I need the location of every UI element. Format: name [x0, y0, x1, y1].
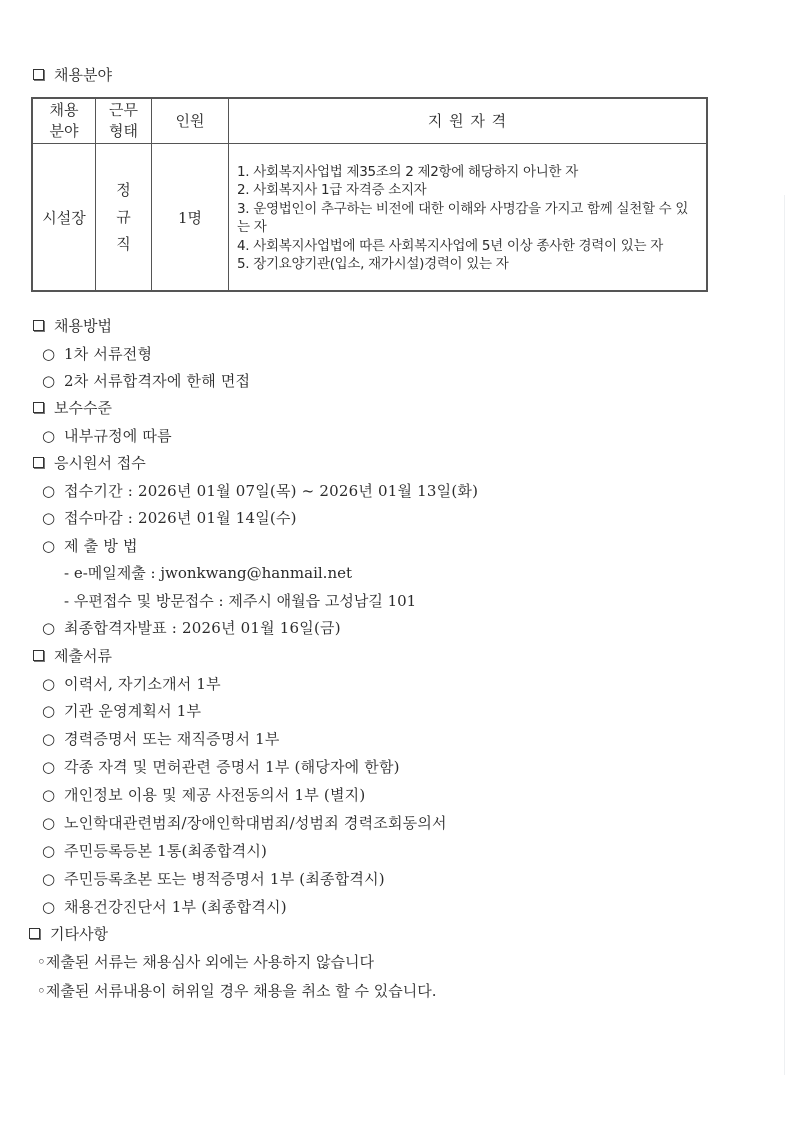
header-work-type [96, 98, 152, 144]
header-text: 채용 [49, 101, 79, 119]
item-text: 주민등록등본 1통(최종합격시) [64, 842, 268, 860]
header-field [32, 98, 96, 144]
circle-bullet-icon: ○ [42, 786, 56, 804]
work-type-char: 규 [116, 207, 131, 226]
table-row [32, 144, 707, 292]
section-title: 채용분야 [54, 66, 112, 84]
circle-bullet-icon: ○ [42, 814, 56, 832]
application-period [42, 481, 478, 501]
item-text: 2차 서류합격자에 한해 면접 [64, 372, 251, 390]
list-item [42, 674, 221, 694]
qualification-item: 5. 장기요양기관(입소, 재가시설)경력이 있는 자 [237, 256, 509, 272]
checkbox-square-icon [33, 457, 44, 468]
header-headcount: 인원 [152, 98, 229, 144]
circle-bullet-icon: ○ [42, 730, 56, 748]
circle-bullet-icon: ○ [42, 345, 56, 363]
item-text: 노인학대관련범죄/장애인학대범죄/성범죄 경력조회동의서 [64, 814, 447, 832]
header-text: 분야 [49, 122, 79, 140]
list-item [42, 701, 201, 721]
checkbox-square-icon [33, 320, 44, 331]
section-heading-field [33, 65, 112, 85]
section-title: 제출서류 [54, 647, 112, 665]
qualification-item: 2. 사회복지사 1급 자격증 소지자 [237, 182, 427, 198]
list-item [42, 897, 287, 917]
list-item [42, 426, 172, 446]
application-deadline [42, 508, 297, 528]
recruitment-field-table [31, 97, 708, 292]
circle-bullet-icon: ○ [42, 427, 56, 445]
item-text: 주민등록초본 또는 병적증명서 1부 (최종합격시) [64, 870, 385, 888]
list-item [42, 841, 267, 861]
item-text: 개인정보 이용 및 제공 사전동의서 1부 (별지) [64, 786, 366, 804]
circle-bullet-icon: ○ [42, 482, 56, 500]
item-text: 접수마감 : 2026년 01월 14일(수) [64, 509, 297, 527]
final-announcement [42, 618, 341, 638]
post-submission: - 우편접수 및 방문접수 : 제주시 애월읍 고성남길 101 [64, 592, 417, 610]
circle-bullet-icon: ○ [42, 702, 56, 720]
etc-note: ◦제출된 서류는 채용심사 외에는 사용하지 않습니다 [37, 953, 374, 971]
item-text: 각종 자격 및 면허관련 증명서 1부 (해당자에 한함) [64, 758, 400, 776]
item-text: 내부규정에 따름 [64, 427, 172, 445]
cell-field: 시설장 [32, 144, 96, 292]
circle-bullet-icon: ○ [42, 898, 56, 916]
section-heading-etc [29, 924, 108, 944]
qualification-item: 4. 사회복지사업법에 따른 사회복지사업에 5년 이상 종사한 경력이 있는 자 [237, 237, 663, 254]
qualification-item: 1. 사회복지사업법 제35조의 2 제2항에 해당하지 아니한 자 [237, 163, 578, 180]
item-text: 최종합격자발표 : 2026년 01월 16일(금) [64, 619, 341, 637]
work-type-char: 직 [116, 234, 131, 253]
section-heading-documents [33, 646, 112, 666]
checkbox-square-icon [33, 402, 44, 413]
section-heading-application [33, 453, 146, 473]
cell-qualifications [229, 144, 708, 292]
etc-note: ◦제출된 서류내용이 허위일 경우 채용을 취소 할 수 있습니다. [37, 982, 437, 1000]
list-item [42, 785, 365, 805]
section-title: 응시원서 접수 [54, 454, 146, 472]
circle-bullet-icon: ○ [42, 509, 56, 527]
cell-headcount: 1명 [152, 144, 229, 292]
header-qualifications: 지 원 자 격 [229, 98, 708, 144]
section-heading-salary [33, 398, 112, 418]
circle-bullet-icon: ○ [42, 758, 56, 776]
circle-bullet-icon: ○ [42, 842, 56, 860]
header-text: 근무 [109, 101, 138, 119]
circle-bullet-icon: ○ [42, 619, 56, 637]
item-text: 기관 운영계획서 1부 [64, 702, 202, 720]
list-item [42, 813, 447, 833]
header-text: 형태 [109, 122, 138, 140]
circle-bullet-icon: ○ [42, 537, 56, 555]
table-header-row [32, 98, 707, 144]
section-heading-method [33, 316, 112, 336]
section-title: 채용방법 [54, 317, 112, 335]
circle-bullet-icon: ○ [42, 372, 56, 390]
item-text: 접수기간 : 2026년 01월 07일(목) ~ 2026년 01월 13일(화) [64, 482, 479, 500]
item-text: 경력증명서 또는 재직증명서 1부 [64, 730, 280, 748]
checkbox-square-icon [33, 650, 44, 661]
work-type-char: 정 [116, 180, 131, 199]
checkbox-square-icon [33, 69, 44, 80]
item-text: 채용건강진단서 1부 (최종합격시) [64, 898, 287, 916]
qualification-item: 3. 운영법인이 추구하는 비전에 대한 이해와 사명감을 가지고 함께 실천할 수 있는 자 [237, 200, 689, 235]
submission-method-heading [42, 536, 138, 556]
cell-work-type [96, 144, 152, 292]
list-item [42, 757, 400, 777]
item-text: 이력서, 자기소개서 1부 [64, 675, 221, 693]
list-item [42, 371, 250, 391]
email-submission: - e-메일제출 : jwonkwang@hanmail.net [64, 564, 353, 582]
item-text: 1차 서류전형 [64, 345, 153, 363]
list-item [42, 729, 280, 749]
list-item [42, 344, 152, 364]
section-title: 보수수준 [54, 399, 112, 417]
item-text: 제 출 방 법 [64, 537, 138, 555]
circle-bullet-icon: ○ [42, 675, 56, 693]
scan-edge-line [784, 195, 785, 1075]
section-title: 기타사항 [50, 925, 108, 943]
circle-bullet-icon: ○ [42, 870, 56, 888]
checkbox-square-icon [29, 928, 40, 939]
list-item [42, 869, 385, 889]
